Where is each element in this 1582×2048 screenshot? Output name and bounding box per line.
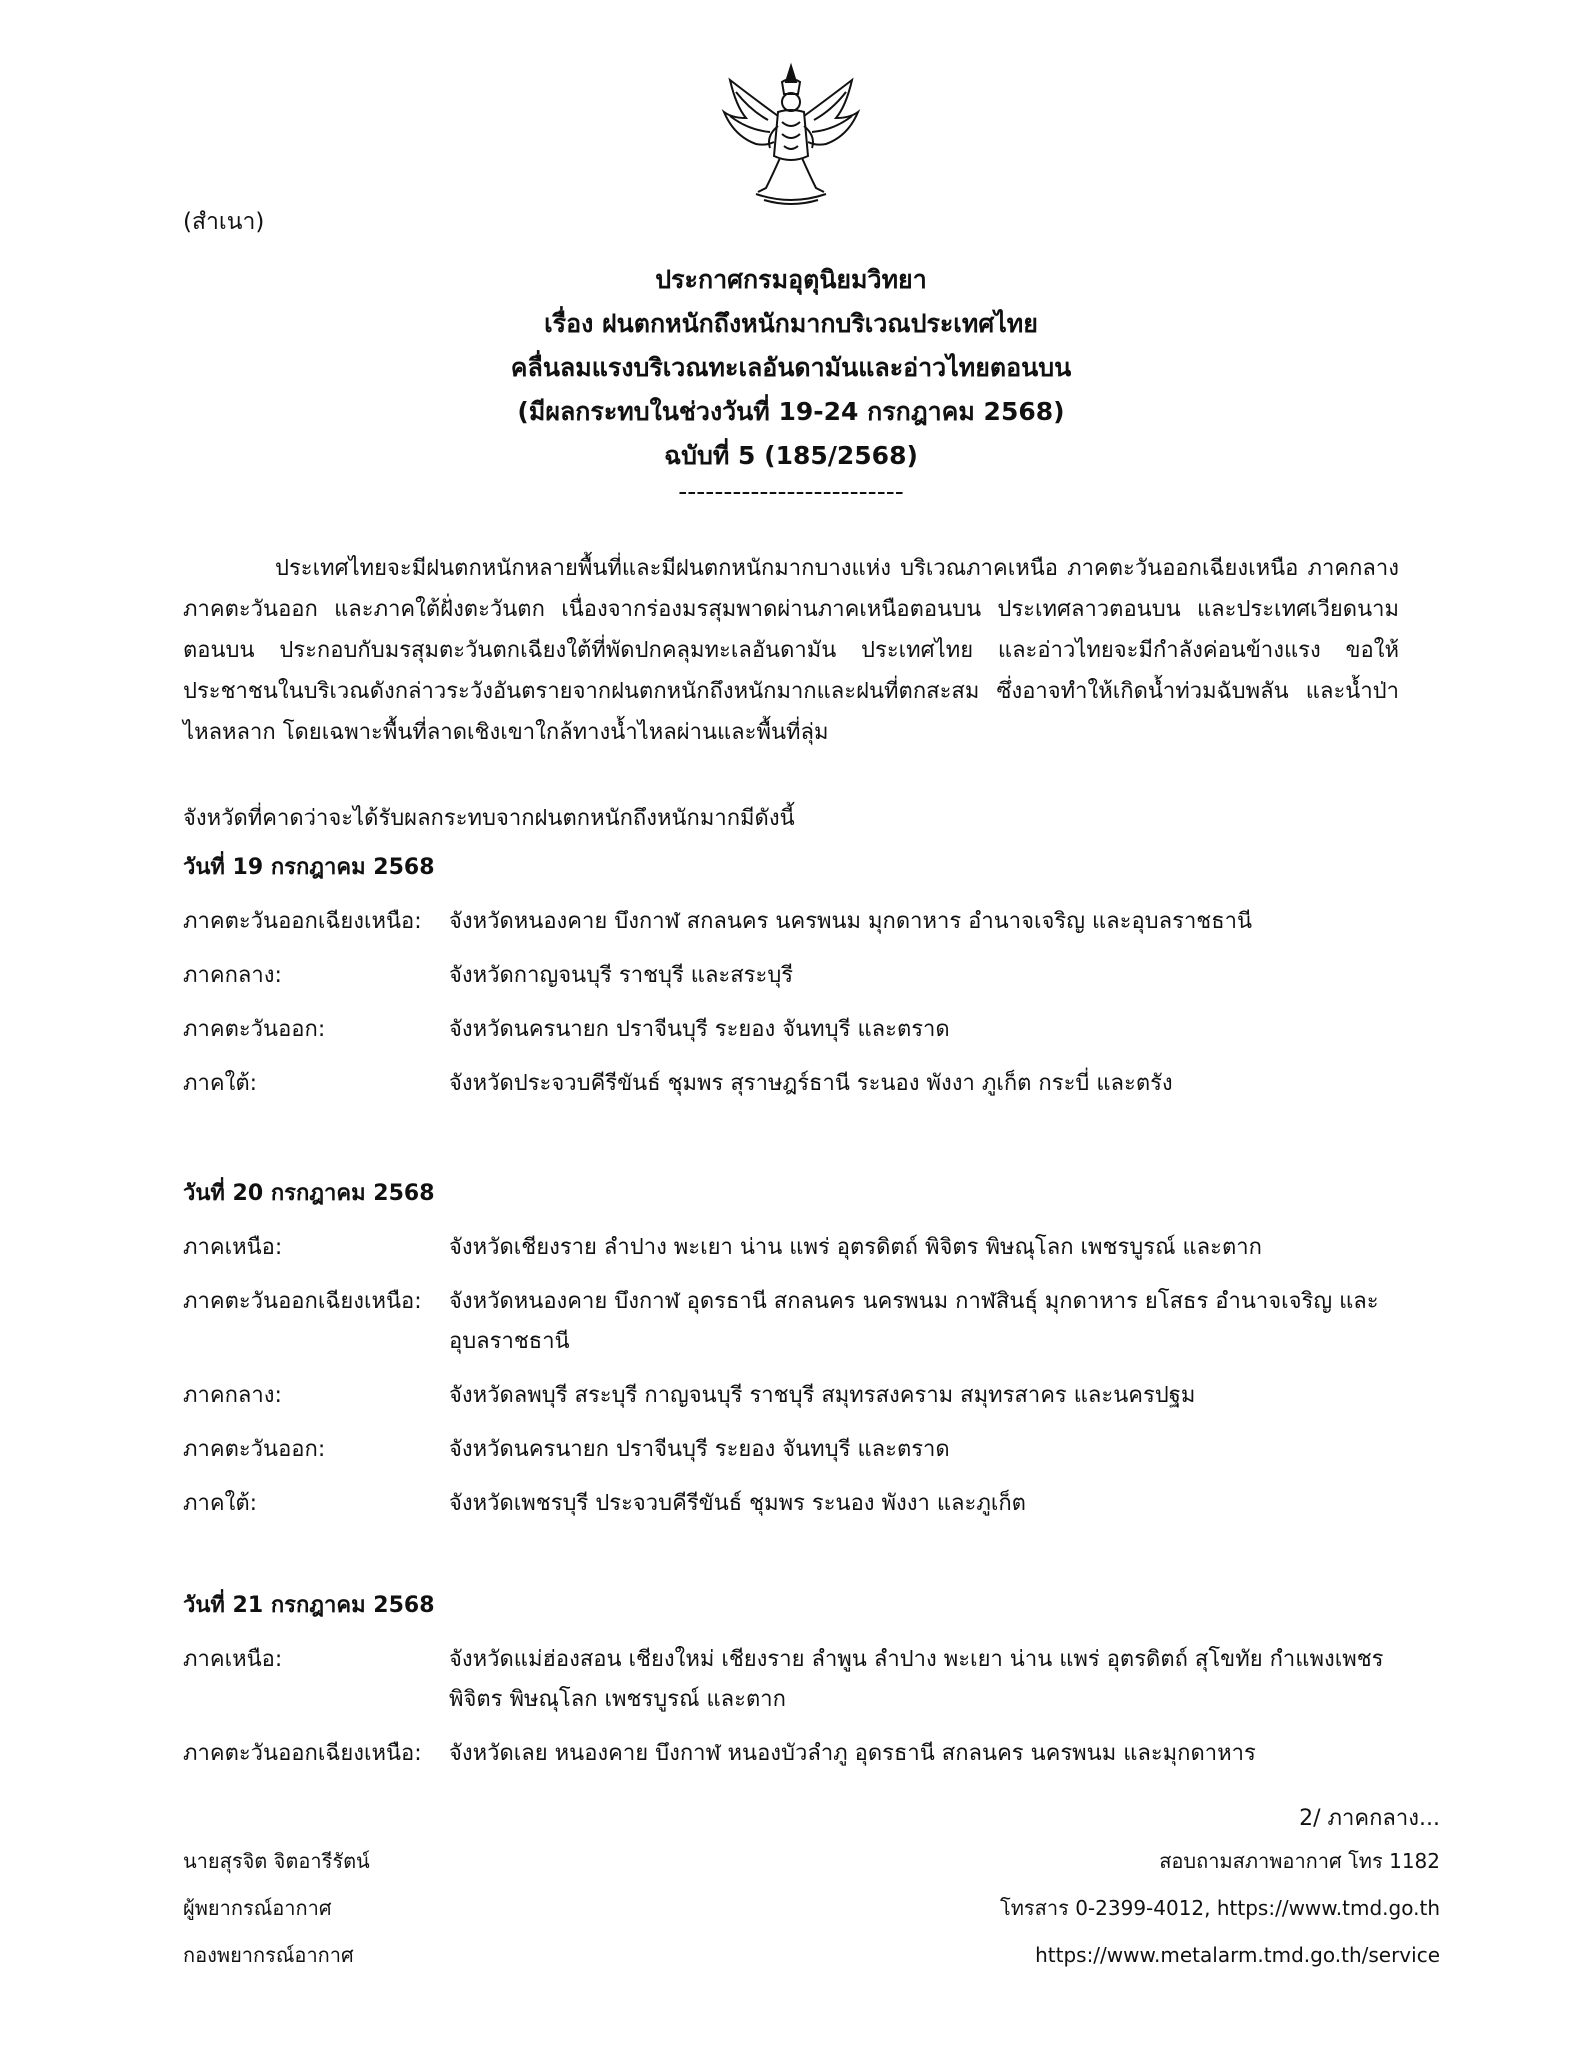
signer-block	[183, 1838, 370, 1979]
region-label: ภาคกลาง:	[183, 963, 282, 988]
copy-mark: (สำเนา)	[183, 209, 265, 235]
province-list: จังหวัดเพชรบุรี ประจวบคีรีขันธ์ ชุมพร ระนอง พังงา และภูเก็ต	[449, 1491, 1026, 1516]
region-row	[183, 1228, 1413, 1268]
signer-position: ผู้พยากรณ์อากาศ	[183, 1896, 332, 1920]
region-row	[183, 1010, 1413, 1050]
province-list: จังหวัดประจวบคีรีขันธ์ ชุมพร สุราษฎร์ธานี ระนอง พังงา ภูเก็ต กระบี่ และตรัง	[449, 1071, 1173, 1096]
province-list: จังหวัดหนองคาย บึงกาฬ สกลนคร นครพนม มุกดาหาร อำนาจเจริญ และอุบลราชธานี	[449, 909, 1253, 934]
region-label: ภาคตะวันออก:	[183, 1017, 326, 1042]
title-line-3: คลื่นลมแรงบริเวณทะเลอันดามันและอ่าวไทยตอนบน	[510, 353, 1072, 382]
day-title: วันที่ 21 กรกฎาคม 2568	[183, 1593, 435, 1618]
region-row	[183, 956, 1413, 996]
province-list: จังหวัดเลย หนองคาย บึงกาฬ หนองบัวลำภู อุดรธานี สกลนคร นครพนม และมุกดาหาร	[449, 1741, 1256, 1766]
province-list: จังหวัดนครนายก ปราจีนบุรี ระยอง จันทบุรี และตราด	[449, 1437, 950, 1462]
region-label: ภาคตะวันออก:	[183, 1437, 326, 1462]
contact-service-link[interactable]: https://www.metalarm.tmd.go.th/service	[1035, 1943, 1440, 1967]
title-line-5: ฉบับที่ 5 (185/2568)	[664, 441, 918, 470]
day-title: วันที่ 20 กรกฎาคม 2568	[183, 1181, 435, 1206]
contact-fax: โทรสาร 0-2399-4012, https://www.tmd.go.th	[1000, 1896, 1440, 1920]
title-line-2: เรื่อง ฝนตกหนักถึงหนักมากบริเวณประเทศไทย	[544, 309, 1038, 338]
garuda-emblem-icon	[716, 60, 866, 210]
region-row	[183, 902, 1413, 942]
region-row	[183, 1376, 1413, 1416]
region-row	[183, 1430, 1413, 1470]
body-paragraph: ประเทศไทยจะมีฝนตกหนักหลายพื้นที่และมีฝนตกหนักมากบางแห่ง บริเวณภาคเหนือ ภาคตะวันออกเฉียงเหนือ ภาคกลาง ภาคตะวันออก และภาคใต้ฝั่งตะวันตก เนื่องจากร่องมรสุมพาดผ่านภาคเหนือตอนบน ประเทศลาวตอนบน และประเทศเวียดนามตอนบน ประกอบกับมรสุมตะวันตกเฉียงใต้ที่พัดปกคลุมทะเลอันดามัน ประเทศไทย และอ่าวไทยจะมีกำลังค่อนข้างแรง ขอให้ประชาชนในบริเวณดังกล่าวระวังอันตรายจากฝนตกหนักถึงหนักมากและฝนที่ตกสะสม ซึ่งอาจทำให้เกิดน้ำท่วมฉับพลัน และน้ำป่าไหลหลาก โดยเฉพาะพื้นที่ลาดเชิงเขาใกล้ทางน้ำไหลผ่านและพื้นที่ลุ่ม	[183, 556, 1399, 745]
day-section	[183, 1586, 1413, 1774]
region-label: ภาคเหนือ:	[183, 1235, 283, 1260]
region-label: ภาคใต้:	[183, 1491, 258, 1516]
region-row	[183, 1734, 1413, 1774]
day-section	[183, 1174, 1413, 1524]
region-label: ภาคตะวันออกเฉียงเหนือ:	[183, 909, 422, 934]
day-section	[183, 848, 1413, 1104]
province-list: จังหวัดลพบุรี สระบุรี กาญจนบุรี ราชบุรี สมุทรสงคราม สมุทรสาคร และนครปฐม	[449, 1383, 1196, 1408]
region-label: ภาคกลาง:	[183, 1383, 282, 1408]
province-list: จังหวัดหนองคาย บึงกาฬ อุดรธานี สกลนคร นครพนม กาฬสินธุ์ มุกดาหาร ยโสธร อำนาจเจริญ และอุบลราชธานี	[449, 1289, 1379, 1354]
region-row	[183, 1064, 1413, 1104]
title-line-1: ประกาศกรมอุตุนิยมวิทยา	[655, 265, 927, 294]
announcement-title	[0, 258, 1582, 514]
region-label: ภาคใต้:	[183, 1071, 258, 1096]
title-separator: -------------------------	[678, 477, 904, 506]
region-label: ภาคเหนือ:	[183, 1647, 283, 1672]
signer-division: กองพยากรณ์อากาศ	[183, 1943, 354, 1967]
region-label: ภาคตะวันออกเฉียงเหนือ:	[183, 1741, 422, 1766]
province-list: จังหวัดนครนายก ปราจีนบุรี ระยอง จันทบุรี และตราด	[449, 1017, 950, 1042]
title-line-4: (มีผลกระทบในช่วงวันที่ 19-24 กรกฎาคม 2568)	[517, 397, 1065, 426]
province-list: จังหวัดแม่ฮ่องสอน เชียงใหม่ เชียงราย ลำพูน ลำปาง พะเยา น่าน แพร่ อุตรดิตถ์ สุโขทัย กำแพงเพชร พิจิตร พิษณุโลก เพชรบูรณ์ และตาก	[449, 1647, 1384, 1712]
affected-intro: จังหวัดที่คาดว่าจะได้รับผลกระทบจากฝนตกหนักถึงหนักมากมีดังนี้	[183, 806, 795, 831]
contact-phone: สอบถามสภาพอากาศ โทร 1182	[1159, 1849, 1440, 1873]
region-row	[183, 1484, 1413, 1524]
day-title: วันที่ 19 กรกฎาคม 2568	[183, 855, 435, 880]
continued-marker: 2/ ภาคกลาง...	[1299, 1806, 1440, 1831]
region-row	[183, 1640, 1413, 1720]
province-list: จังหวัดเชียงราย ลำปาง พะเยา น่าน แพร่ อุตรดิตถ์ พิจิตร พิษณุโลก เพชรบูรณ์ และตาก	[449, 1235, 1262, 1260]
province-list: จังหวัดกาญจนบุรี ราชบุรี และสระบุรี	[449, 963, 794, 988]
region-label: ภาคตะวันออกเฉียงเหนือ:	[183, 1289, 422, 1314]
signer-name: นายสุรจิต จิตอารีรัตน์	[183, 1849, 370, 1873]
contact-block	[900, 1838, 1440, 1979]
region-row	[183, 1282, 1413, 1362]
